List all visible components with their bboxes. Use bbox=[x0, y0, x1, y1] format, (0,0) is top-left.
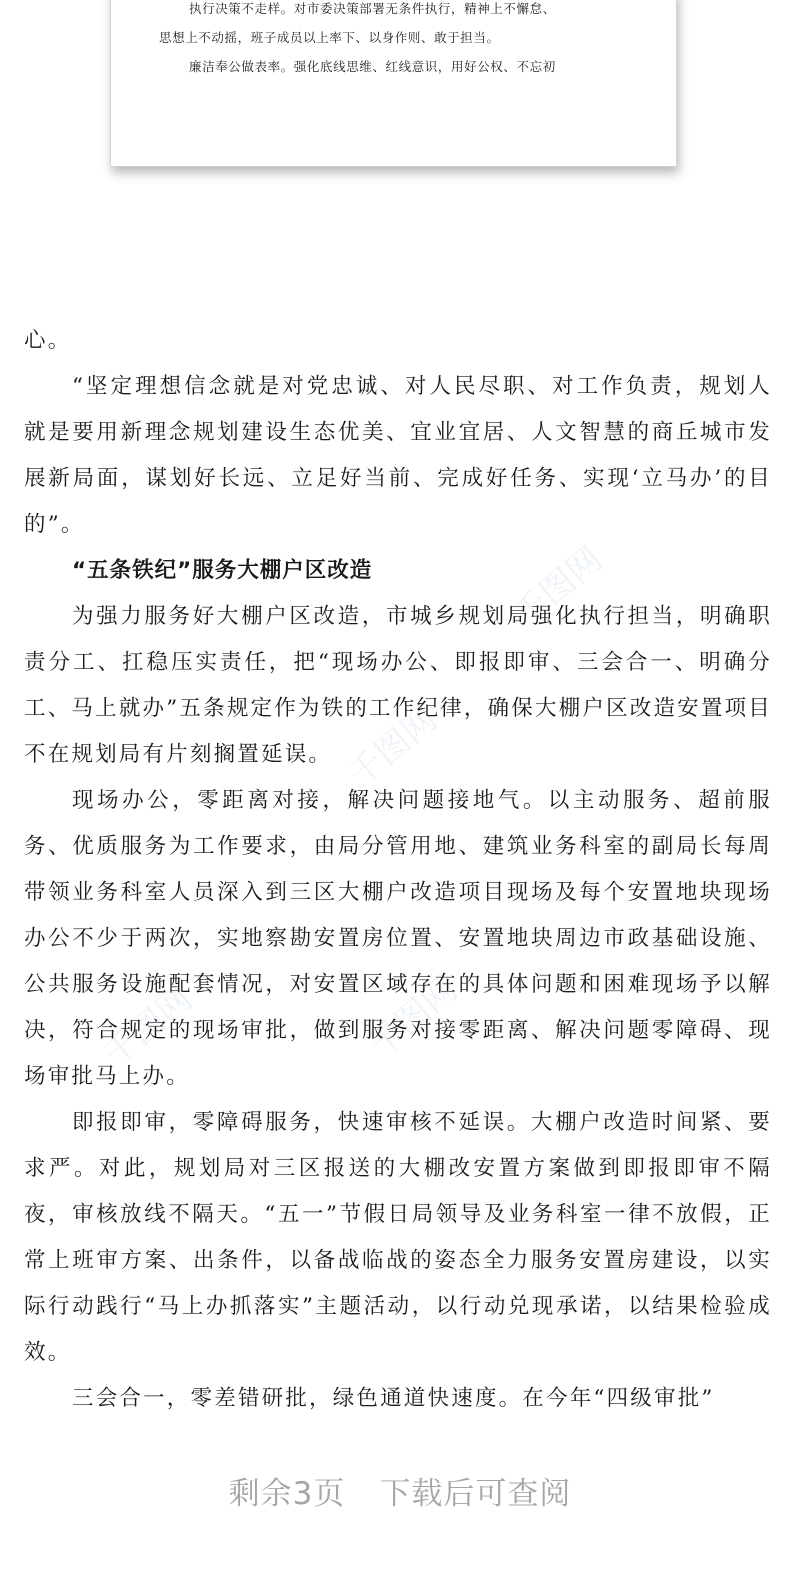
download-to-view-text: 下载后可查阅 bbox=[379, 1476, 572, 1512]
paragraph-quote: “坚定理想信念就是对党忠诚、对人民尽职、对工作负责，规划人就是要用新理念规划建设生态优美、宜业宜居、人文智慧的商丘城市发展新局面，谋划好长远、立足好当前、完成好任务、实现‘立马办’的目的”。 bbox=[24, 374, 772, 537]
preview-page-card bbox=[110, 0, 677, 167]
preview-line-1: 执行决策不走样。对市委决策部署无条件执行，精神上不懈怠、 bbox=[189, 1, 556, 16]
section-heading: “五条铁纪”服务大棚户区改造 bbox=[72, 558, 373, 583]
document-body bbox=[24, 318, 772, 1422]
paragraph-instant-review: 即报即审，零障碍服务，快速审核不延误。大棚户改造时间紧、要求严。对此，规划局对三区报送的大棚改安置方案做到即报即审不隔夜，审核放线不隔天。“五一”节假日局领导及业务科室一律不放假，正常上班审方案、出条件，以备战临战的姿态全力服务安置房建设，以实际行动践行“马上办抓落实”主题活动，以行动兑现承诺，以结果检验成效。 bbox=[24, 1110, 772, 1365]
remaining-pages-text: 剩余3页 bbox=[228, 1476, 346, 1512]
watermark: 千图网 bbox=[506, 539, 611, 636]
paragraph-onsite-office: 现场办公，零距离对接，解决问题接地气。以主动服务、超前服务、优质服务为工作要求，由局分管用地、建筑业务科室的副局长每周带领业务科室人员深入到三区大棚户改造项目现场及每个安置地块现场办公不少于两次，实地察勘安置房位置、安置地块周边市政基础设施、公共服务设施配套情况，对安置区域存在的具体问题和困难现场予以解决，符合规定的现场审批，做到服务对接零距离、解决问题零障碍、现场审批马上办。 bbox=[24, 788, 772, 1089]
paragraph-intro: 为强力服务好大棚户区改造，市城乡规划局强化执行担当，明确职责分工、扛稳压实责任，把“现场办公、即报即审、三会合一、明确分工、马上就办”五条规定作为铁的工作纪律，确保大棚户区改造安置项目不在规划局有片刻搁置延误。 bbox=[24, 604, 772, 767]
watermark: 千图网 bbox=[341, 699, 446, 796]
watermark: 千图网 bbox=[96, 979, 201, 1076]
preview-line-3: 廉洁奉公做表率。强化底线思维、红线意识，用好公权、不忘初 bbox=[189, 59, 556, 74]
preview-line-2: 思想上不动摇，班子成员以上率下、以身作则、敢于担当。 bbox=[159, 30, 500, 45]
paragraph-three-meetings: 三会合一，零差错研批，绿色通道快速度。在今年“四级审批” bbox=[72, 1386, 715, 1411]
paragraph-continuation: 心。 bbox=[24, 328, 72, 353]
watermark: 千图网 bbox=[361, 969, 466, 1066]
download-prompt[interactable] bbox=[0, 1468, 800, 1513]
